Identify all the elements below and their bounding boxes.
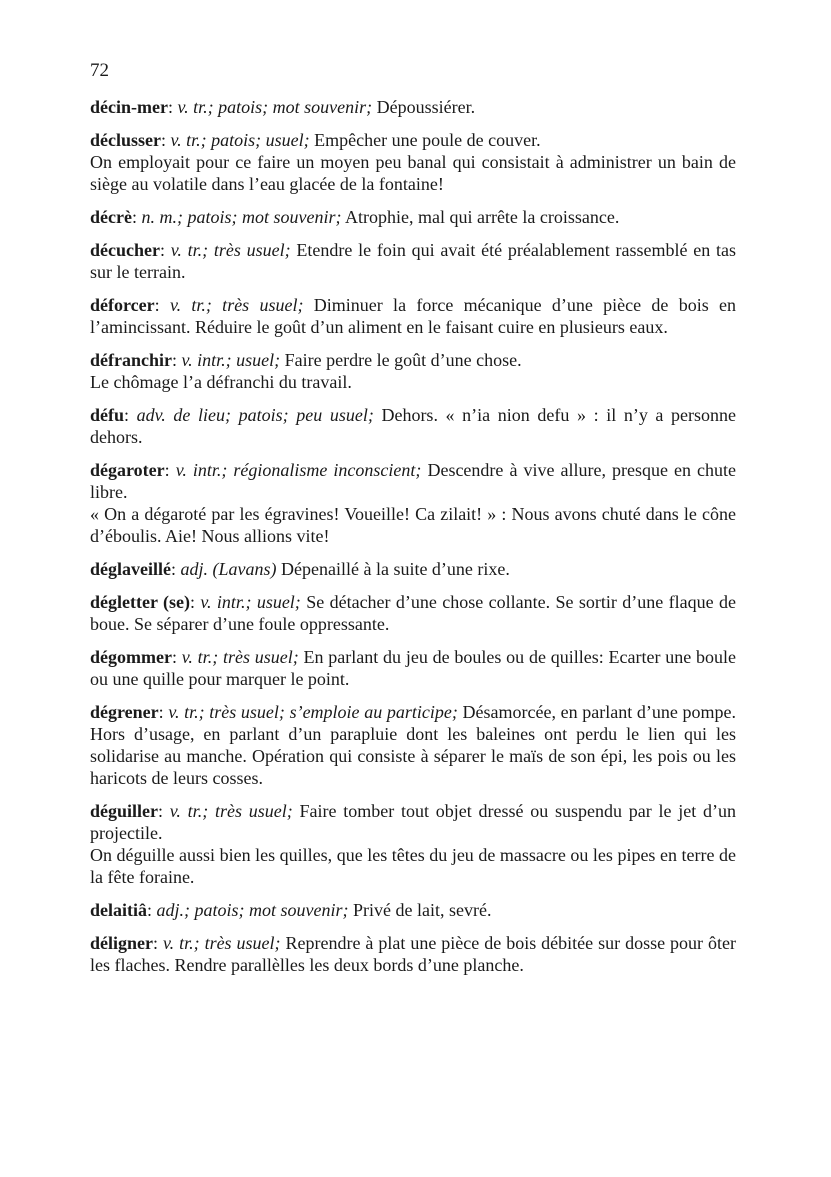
entry-grammar: v. intr.; usuel; [200,592,301,612]
entry-headword: dégaroter [90,460,165,480]
entry-headword: décrè [90,207,132,227]
entry-definition: Diminuer la force mécanique d’une pièce de bois en l’amincissant. Réduire le goût d’un aliment en le faisant cuire en plusieurs eaux. [90,295,736,337]
entry-definition: Atrophie, mal qui arrête la croissance. [344,207,620,227]
entry-main-line: défu: adv. de lieu; patois; peu usuel; Dehors. « n’ia nion defu » : il n’y a personne dehors. [90,405,737,447]
entry-grammar: v. tr.; très usuel; [162,933,281,953]
entry-grammar: v. tr.; très usuel; s’emploie au participe; [168,702,458,722]
entry-headword: décucher [90,240,160,260]
entry-grammar: v. intr.; régionalisme inconscient; [175,460,422,480]
entry-grammar: v. tr.; très usuel; [169,295,304,315]
entry-main-line: décin-mer: v. tr.; patois; mot souvenir; Dépoussiérer. [90,97,476,117]
entry-definition: En parlant du jeu de boules ou de quilles: Ecarter une boule ou une quille pour marquer le point. [90,647,736,689]
entry-headword: dégommer [90,647,172,667]
entry-grammar: adj.; patois; mot souvenir; [156,900,349,920]
dictionary-entry [90,349,736,393]
entry-definition: Empêcher une poule de couver. [314,130,541,150]
entry-headword: dégletter (se) [90,592,190,612]
entry-headword: défu [90,405,125,425]
entry-headword: déligner [90,933,153,953]
entry-main-line: dégletter (se): v. intr.; usuel; Se détacher d’une chose collante. Se sortir d’une flaque de boue. Se séparer d’une foule oppressante. [90,592,736,634]
entry-headword: déforcer [90,295,155,315]
entry-main-line: dégrener: v. tr.; très usuel; s’emploie au participe; Désamorcée, en parlant d’une pompe. Hors d’usage, en parlant d’un parapluie dont les baleines ont perdu le lien qui les solidarise au manche. Opération qui consiste à séparer le maïs de son épi, les pois ou les haricots de leurs cosses. [90,702,736,788]
dictionary-entry [90,239,736,283]
entry-grammar: adj. (Lavans) [180,559,277,579]
entry-extra: On employait pour ce faire un moyen peu banal qui consistait à administrer un bain de siège au volatile dans l’eau glacée de la fontaine! [90,152,736,194]
entry-main-line: dégaroter: v. intr.; régionalisme inconscient; Descendre à vive allure, presque en chute libre. [90,460,737,502]
entry-main-line: déligner: v. tr.; très usuel; Reprendre à plat une pièce de bois débitée sur dosse pour ôter les flaches. Rendre parallèlles les deux bords d’une planche. [90,933,736,975]
entry-definition: Dehors. « n’ia nion defu » : il n’y a personne dehors. [90,405,737,447]
entry-extra: « On a dégaroté par les égravines! Voueille! Ca zilait! » : Nous avons chuté dans le cône d’éboulis. Aie! Nous allions vite! [90,504,736,546]
entry-headword: déguiller [90,801,158,821]
entry-extra: Le chômage l’a défranchi du travail. [90,372,352,392]
entry-grammar: v. tr.; patois; usuel; [170,130,310,150]
entry-definition: Faire perdre le goût d’une chose. [284,350,522,370]
entry-grammar: v. tr.; patois; mot souvenir; [177,97,373,117]
dictionary-entry [90,800,736,888]
entry-definition: Dépoussiérer. [376,97,476,117]
dictionary-entry [90,294,736,338]
entry-grammar: n. m.; patois; mot souvenir; [141,207,342,227]
entry-definition: Dépenaillé à la suite d’une rixe. [281,559,510,579]
entry-main-line: déglaveillé: adj. (Lavans) Dépenaillé à la suite d’une rixe. [90,559,510,579]
dictionary-entry [90,701,736,789]
entry-main-line: défranchir: v. intr.; usuel; Faire perdre le goût d’une chose. [90,350,522,370]
entry-headword: dégrener [90,702,159,722]
dictionary-entry [90,96,736,118]
entry-definition: Etendre le foin qui avait été préalablement rassemblé en tas sur le terrain. [90,240,736,282]
dictionary-entry [90,404,736,448]
entry-grammar: v. intr.; usuel; [181,350,281,370]
entry-headword: déglaveillé [90,559,171,579]
entry-headword: décin-mer [90,97,168,117]
dictionary-page [90,60,736,987]
entry-main-line: déclusser: v. tr.; patois; usuel; Empêcher une poule de couver. [90,130,541,150]
dictionary-entry [90,129,736,195]
entry-main-line: delaitiâ: adj.; patois; mot souvenir; Privé de lait, sevré. [90,900,492,920]
entry-grammar: adv. de lieu; patois; peu usuel; [136,405,374,425]
entry-grammar: v. tr.; très usuel; [170,240,291,260]
entry-headword: delaitiâ [90,900,147,920]
page-number: 72 [90,60,109,81]
dictionary-entry [90,932,736,976]
dictionary-entry [90,558,736,580]
entry-definition: Se détacher d’une chose collante. Se sortir d’une flaque de boue. Se séparer d’une foule oppressante. [90,592,736,634]
entry-main-line: déguiller: v. tr.; très usuel; Faire tomber tout objet dressé ou suspendu par le jet d’un projectile. [90,801,736,843]
entry-main-line: décrè: n. m.; patois; mot souvenir; Atrophie, mal qui arrête la croissance. [90,207,620,227]
entry-definition: Faire tomber tout objet dressé ou suspendu par le jet d’un projectile. [90,801,736,843]
entry-grammar: v. tr.; très usuel; [169,801,293,821]
entry-main-line: décucher: v. tr.; très usuel; Etendre le foin qui avait été préalablement rassemblé en tas sur le terrain. [90,240,736,282]
entry-grammar: v. tr.; très usuel; [181,647,299,667]
entry-headword: déclusser [90,130,161,150]
entry-definition: Privé de lait, sevré. [353,900,492,920]
entry-main-line: déforcer: v. tr.; très usuel; Diminuer la force mécanique d’une pièce de bois en l’amincissant. Réduire le goût d’un aliment en le faisant cuire en plusieurs eaux. [90,295,736,337]
dictionary-entry [90,591,736,635]
entry-list [90,96,736,976]
dictionary-entry [90,459,736,547]
entry-definition: Désamorcée, en parlant d’une pompe. Hors d’usage, en parlant d’un parapluie dont les baleines ont perdu le lien qui les solidarise au manche. Opération qui consiste à séparer le maïs de son épi, les pois ou les haricots de leurs cosses. [90,702,736,788]
dictionary-entry [90,899,736,921]
entry-main-line: dégommer: v. tr.; très usuel; En parlant du jeu de boules ou de quilles: Ecarter une boule ou une quille pour marquer le point. [90,647,736,689]
entry-definition: Descendre à vive allure, presque en chute libre. [90,460,737,502]
entry-extra: On déguille aussi bien les quilles, que les têtes du jeu de massacre ou les pipes en terre de la fête foraine. [90,845,736,887]
dictionary-entry [90,206,736,228]
entry-definition: Reprendre à plat une pièce de bois débitée sur dosse pour ôter les flaches. Rendre parallèlles les deux bords d’une planche. [90,933,736,975]
entry-headword: défranchir [90,350,172,370]
dictionary-entry [90,646,736,690]
